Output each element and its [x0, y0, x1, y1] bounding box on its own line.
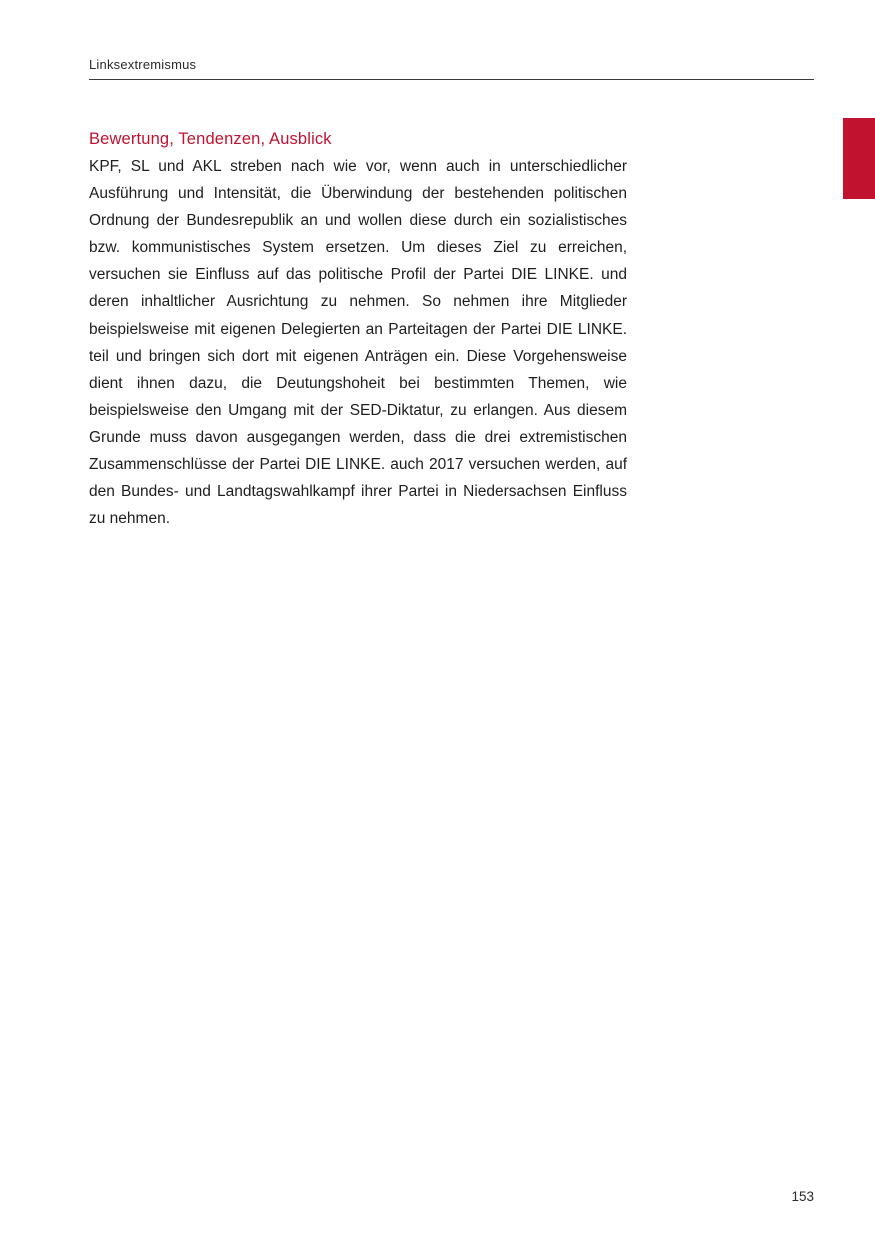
body-paragraph: KPF, SL und AKL streben nach wie vor, wenn auch in unterschiedlicher Ausführung und Intensität, die Überwindung der bestehenden politischen Ordnung der Bundesrepublik an und wollen diese durch ein sozialistisches bzw. kommunistisches System ersetzen. Um dieses Ziel zu erreichen, versuchen sie Einfluss auf das politische Profil der Partei DIE LINKE. und deren inhaltlicher Ausrichtung zu nehmen. So nehmen ihre Mitglieder beispielsweise mit eigenen Delegierten an Parteitagen der Partei DIE LINKE. teil und bringen sich dort mit eigenen Anträgen ein. Diese Vorgehensweise dient ihnen dazu, die Deutungshoheit bei bestimmten Themen, wie beispielsweise den Umgang mit der SED-Diktatur, zu erlangen. Aus diesem Grunde muss davon ausgegangen werden, dass die drei extremistischen Zusammenschlüsse der Partei DIE LINKE. auch 2017 versuchen werden, auf den Bundes- und Landtagswahlkampf ihrer Partei in Niedersachsen Einfluss zu nehmen. [89, 158, 627, 528]
section-heading: Bewertung, Tendenzen, Ausblick [89, 130, 332, 148]
chapter-tab-marker [843, 118, 875, 199]
content-section [89, 127, 627, 532]
header-rule [89, 79, 814, 80]
page-number: 153 [791, 1189, 814, 1204]
running-header: Linksextremismus [89, 57, 197, 72]
